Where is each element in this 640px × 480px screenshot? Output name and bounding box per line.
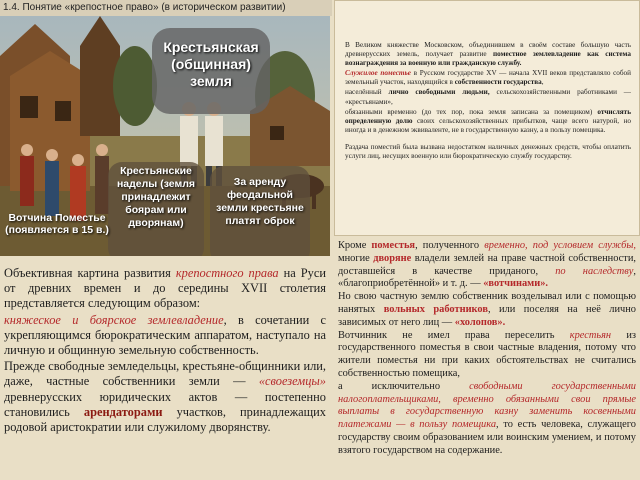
highlight-term: дворяне (373, 252, 412, 264)
text-span: , полученного (415, 240, 485, 251)
left-paragraph-1 (4, 266, 326, 312)
text-span: из государственного поместья в свои частные владения, потому что жители поместья ни при каких обстоятельствах не считались собственностью помещика, (338, 329, 636, 379)
bold-span: лично свободными людьми, (388, 88, 490, 97)
text-span: Объективная картина развития (4, 266, 176, 280)
highlight-term: «холопов». (454, 316, 506, 328)
text-span: , или поселяя на неё лично зависимых от него лиц — (338, 303, 637, 328)
manuscript-panel (334, 0, 640, 236)
panel-paragraph-1 (345, 41, 631, 68)
text-span: , в сочетании с укрепляющимся бюрократическим аппаратом, наступало на личную и общинную земельную собственность. (4, 312, 326, 358)
panel-paragraph-2 (345, 69, 631, 87)
text-span: , то есть человека, служащего государству своим образованием или воинским умением, и потому взятого государством на содержание. (338, 419, 636, 456)
text-span: на Руси от древних времен и до середины XVII столетия представляется следующим образом: (4, 266, 326, 311)
panel-paragraph-5: Раздача поместий была вызвана недостатком наличных денежных средств, чтобы оплатить услуги лиц, несущих военную или бюрократическую службу государству. (345, 142, 631, 161)
rent-quitrent-bubble: За аренду феодальной земли крестьяне платят оброк (210, 166, 310, 256)
text-span: обязанными временно (до тех пор, пока земля записана за помещиком) (345, 107, 598, 116)
peasant-allotments-bubble: Крестьянские наделы (земля принадлежит боярам или дворянам) (108, 162, 204, 256)
text-span: сельскохозяйственными работниками — «крестьянами», (345, 88, 631, 106)
left-paragraph-3 (4, 359, 326, 435)
text-span: древнерусских юридических актов — постепенно становились (4, 389, 326, 419)
highlight-term: арендаторами (83, 404, 163, 419)
italic-term: крестьян (569, 329, 612, 341)
text-span: своих сельскохозяйственных прибытков, чаще всего натурой, но иногда и в денежном эквиваленте, не в государственную казну, а в пользу помещика. (345, 116, 632, 134)
italic-term: по наследству (555, 265, 634, 277)
highlight-term: «вотчинами». (483, 278, 549, 290)
text-span: , (541, 78, 544, 87)
text-span: В Великом княжестве Московском, объединившем в своём составе большую часть древнерусских земель, получает развитие (345, 41, 631, 59)
right-paragraph-4 (338, 381, 636, 458)
text-span: а исключительно (338, 380, 470, 392)
text-span: многие (338, 252, 374, 264)
highlight-term: «своеземцы» (258, 374, 326, 389)
text-span: участков, принадлежащих родовой аристократии или служилому дворянству. (4, 404, 327, 435)
bold-span: собственности государства (454, 78, 542, 87)
italic-term: временно, под условием службы, (484, 240, 636, 251)
right-text-block (338, 240, 636, 476)
text-span: населённый (345, 88, 389, 97)
panel-paragraph-3 (345, 88, 631, 106)
right-paragraph-1 (338, 240, 636, 291)
text-span: Прежде свободные земледельцы, крестьяне-общинники или, даже, частные собственники земли — (4, 359, 326, 389)
panel-paragraph-4 (345, 108, 631, 135)
highlight-term: Служилое поместье (345, 69, 411, 78)
peasant-land-bubble: Крестьянская (общинная) земля (152, 28, 270, 114)
right-paragraph-2 (338, 291, 636, 329)
text-span: Но свою частную землю собственник возделывал или с помощью нанятых (338, 291, 636, 315)
highlight-term: вольных работников (383, 303, 488, 315)
left-text-block (4, 266, 326, 476)
text-span: Вотчинник не имел права переселить (338, 329, 570, 341)
right-paragraph-3 (338, 330, 636, 381)
text-span: владели землей на праве частной собственности, доставшейся в качестве приданого, (338, 252, 636, 277)
text-span: Кроме (338, 240, 372, 251)
highlight-term: княжеское и боярское землевладение (4, 312, 224, 327)
painting-illustration (0, 16, 330, 256)
text-span: , «благоприобретённой» и т. д. — (338, 265, 636, 290)
italic-term: свободными государственными налогоплательщиками, временно обязанными свои прямые выплаты в государственную казну заменить косвенными платежами — в пользу помещика (338, 380, 637, 431)
votchina-label: Вотчина Поместье (появляется в 15 в.) (5, 212, 109, 236)
slide-title: 1.4. Понятие «крепостное право» (в историческом развитии) (0, 0, 332, 16)
left-paragraph-2 (4, 313, 326, 359)
bold-span: поместное землевладение как система вознаграждения за военную или гражданскую службу. (345, 50, 631, 68)
text-span: в Русском государстве XV — начала XVII веков представляло собой земельный участок, находящийся в (345, 69, 631, 87)
bold-span: отчислять определенную долю (345, 107, 631, 125)
highlight-term: крепостного права (175, 266, 279, 280)
highlight-term: поместья (371, 240, 416, 251)
